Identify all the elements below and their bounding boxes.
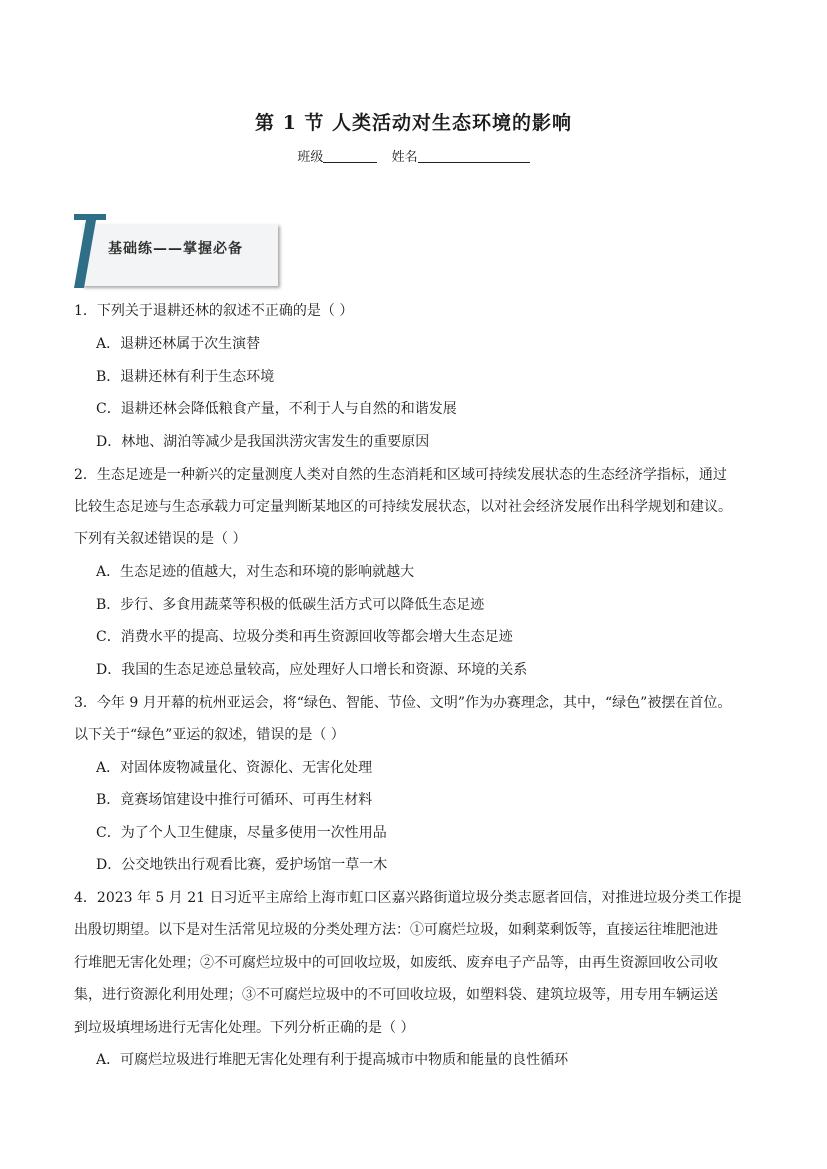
question-4-stem-line-4: 集，进行资源化利用处理；③不可腐烂垃圾中的不可回收垃圾，如塑料袋、建筑垃圾等，用专用车辆运送: [74, 987, 718, 1003]
question-4-stem-line-2: 出殷切期望。以下是对生活常见垃圾的分类处理方法：①可腐烂垃圾，如剩菜剩饭等，直接运往堆肥池进: [74, 922, 718, 938]
question-2-stem-line-2: 比较生态足迹与生态承载力可定量判断某地区的可持续发展状态，以对社会经济发展作出科学规划和建议。: [74, 499, 732, 515]
question-1-stem: 1．下列关于退耕还林的叙述不正确的是（ ）: [74, 303, 354, 319]
question-1-option-a: A．退耕还林属于次生演替: [96, 336, 261, 352]
question-4-stem-line-1: 4．2023 年 5 月 21 日习近平主席给上海市虹口区嘉兴路街道垃圾分类志愿者回信，对推进垃圾分类工作提: [74, 890, 742, 906]
question-4-stem-line-3: 行堆肥无害化处理；②不可腐烂垃圾中的可回收垃圾，如废纸、废弃电子产品等，由再生资源回收公司收: [74, 955, 718, 971]
banner-text: 基础练——掌握必备: [108, 241, 243, 257]
question-2-option-b: B．步行、多食用蔬菜等积极的低碳生活方式可以降低生态足迹: [96, 597, 485, 613]
question-3-stem-line-1: 3．今年 9 月开幕的杭州亚运会，将“绿色、智能、节俭、文明”作为办赛理念，其中，“绿色”被摆在首位。: [74, 695, 732, 711]
question-2-stem-line-3: 下列有关叙述错误的是（ ）: [74, 531, 247, 547]
class-blank[interactable]: [323, 149, 377, 163]
class-label: 班级: [297, 150, 324, 165]
name-blank[interactable]: [418, 149, 530, 163]
question-3-option-b: B．竟赛场馆建设中推行可循环、可再生材料: [96, 792, 373, 808]
question-3-option-d: D．公交地铁出行观看比赛，爱护场馆一草一木: [96, 857, 388, 873]
question-2-stem-line-1: 2．生态足迹是一种新兴的定量测度人类对自然的生态消耗和区域可持续发展状态的生态经济学指标，通过: [74, 467, 727, 483]
page-title: 第 1 节 人类活动对生态环境的影响: [254, 112, 573, 134]
question-3-option-c: C．为了个人卫生健康，尽量多使用一次性用品: [96, 825, 387, 841]
question-4-stem-line-5: 到垃圾填埋场进行无害化处理。下列分析正确的是（ ）: [74, 1020, 415, 1036]
question-3-stem-line-2: 以下关于“绿色”亚运的叙述，错误的是（ ）: [74, 727, 345, 743]
student-info-line: [0, 146, 827, 165]
question-4-option-a: A．可腐烂垃圾进行堆肥无害化处理有利于提高城市中物质和能量的良性循环: [96, 1052, 569, 1068]
banner-accent-top: [74, 214, 106, 220]
question-3-option-a: A．对固体废物减量化、资源化、无害化处理: [96, 760, 373, 776]
question-1-option-c: C．退耕还林会降低粮食产量，不利于人与自然的和谐发展: [96, 401, 457, 417]
section-banner: [74, 214, 280, 288]
question-1-option-b: B．退耕还林有利于生态环境: [96, 369, 275, 385]
name-label: 姓名: [391, 150, 418, 165]
question-2-option-c: C．消费水平的提高、垃圾分类和再生资源回收等都会增大生态足迹: [96, 629, 513, 645]
question-2-option-a: A．生态足迹的值越大，对生态和环境的影响就越大: [96, 564, 415, 580]
question-1-option-d: D．林地、湖泊等减少是我国洪涝灾害发生的重要原因: [96, 434, 430, 450]
question-2-option-d: D．我国的生态足迹总量较高，应处理好人口增长和资源、环境的关系: [96, 662, 528, 678]
